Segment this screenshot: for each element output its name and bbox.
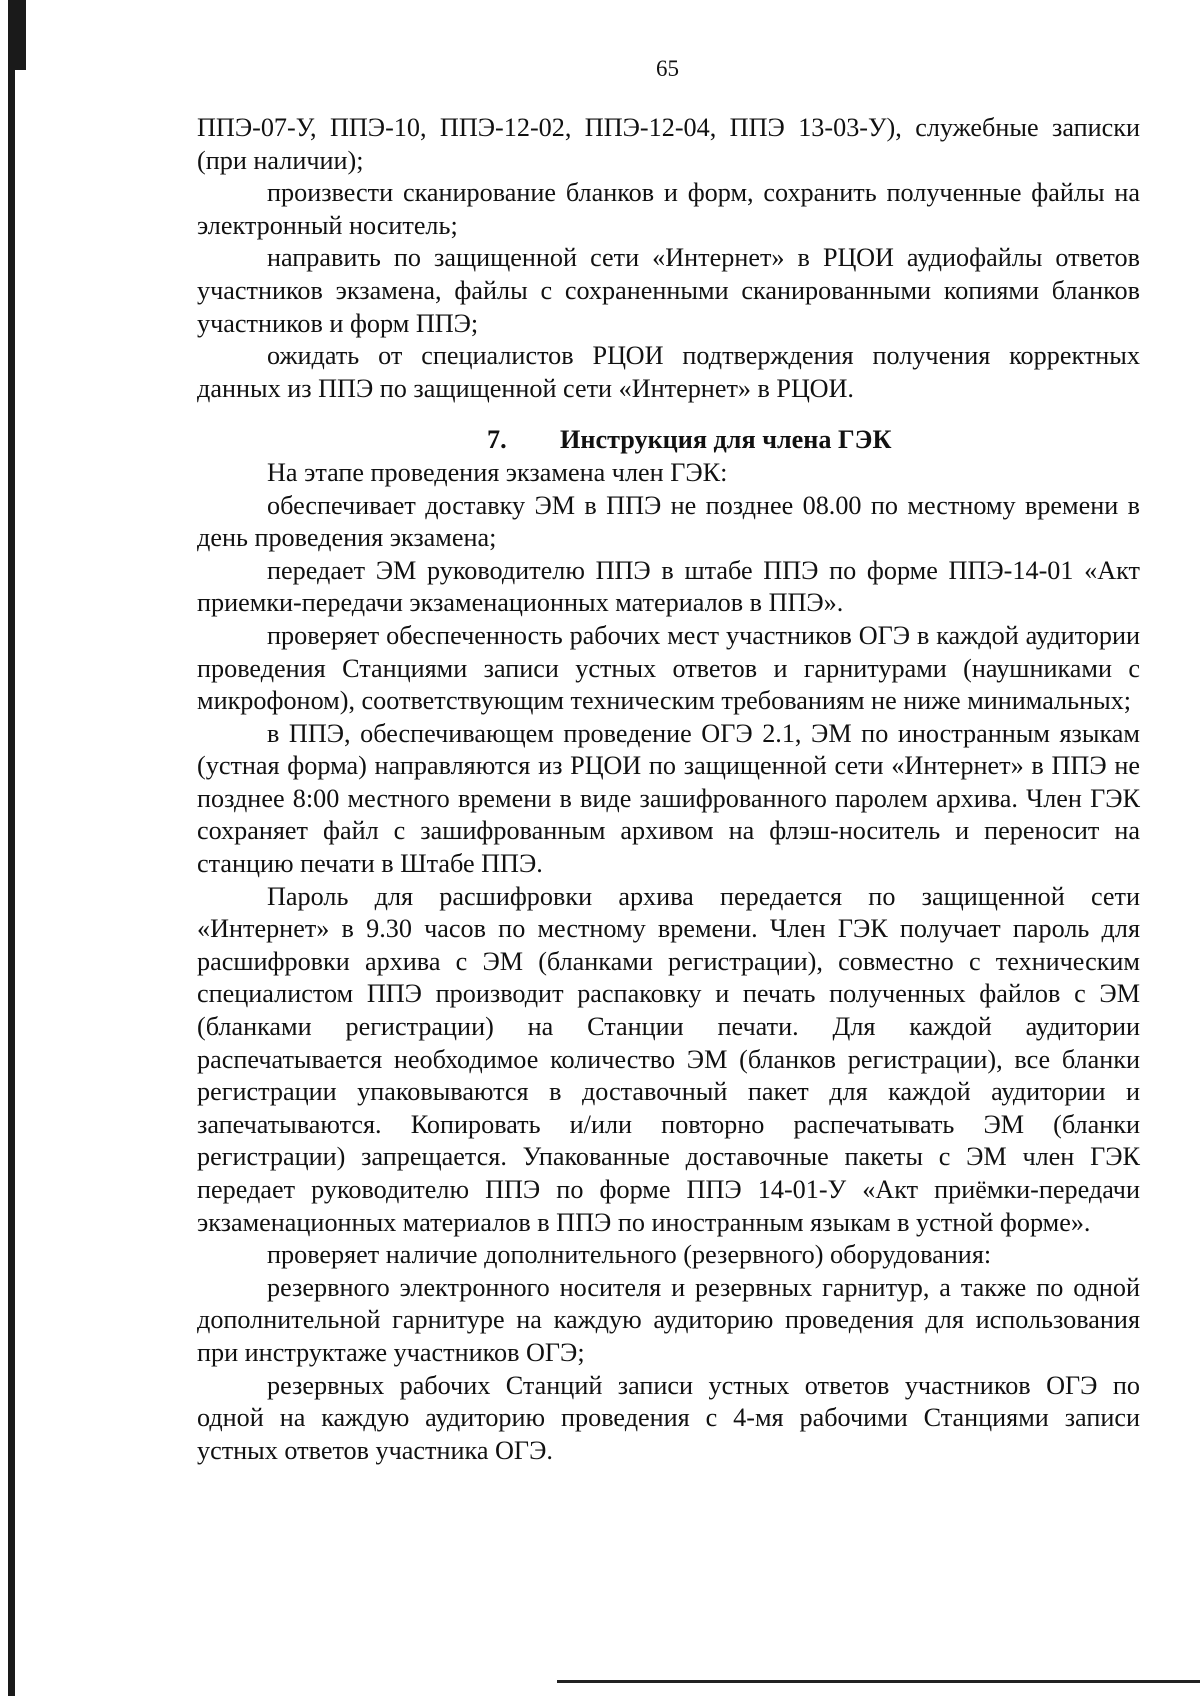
paragraph: резервного электронного носителя и резервных гарнитур, а также по одной дополнительной гарнитуре на каждую аудиторию проведения для использования при инструктаже участников ОГЭ;	[197, 1272, 1140, 1367]
page-number: 65	[656, 56, 679, 81]
paragraph: проверяет обеспеченность рабочих мест участников ОГЭ в каждой аудитории проведения Станциями записи устных ответов и гарнитурами (наушниками с микрофоном), соответствующим техническим требованиям не ниже минимальных;	[197, 620, 1140, 716]
paragraph: резервных рабочих Станций записи устных ответов участников ОГЭ по одной на каждую аудиторию проведения с 4-мя рабочими Станциями записи устных ответов участника ОГЭ.	[197, 1370, 1140, 1465]
section-heading	[197, 424, 1140, 457]
paragraph: передает ЭМ руководителю ППЭ в штабе ППЭ по форме ППЭ-14-01 «Акт приемки-передачи экзаменационных материалов в ППЭ».	[197, 555, 1140, 618]
paragraph: произвести сканирование бланков и форм, сохранить полученные файлы на электронный носитель;	[197, 178, 1140, 240]
paragraph: проверяет наличие дополнительного (резервного) оборудования:	[267, 1240, 992, 1270]
section-title: Инструкция для члена ГЭК	[560, 425, 892, 455]
paragraph: ППЭ-07-У, ППЭ-10, ППЭ-12-02, ППЭ-12-04, ППЭ 13-03-У), служебные записки (при наличии);	[197, 113, 1140, 175]
paragraph: направить по защищенной сети «Интернет» в РЦОИ аудиофайлы ответов участников экзамена, файлы с сохраненными сканированными копиями бланков участников и форм ППЭ;	[197, 243, 1140, 338]
paragraph: На этапе проведения экзамена член ГЭК:	[267, 457, 728, 487]
paragraph: Пароль для расшифровки архива передается по защищенной сети «Интернет» в 9.30 часов по местному времени. Член ГЭК получает пароль для расшифровки архива с ЭМ (бланками регистрации), совместно с техническим специалистом ППЭ производит распаковку и печать полученных файлов с ЭМ (бланками регистрации) на Станции печати. Для каждой аудитории распечатывается необходимое количество ЭМ (бланков регистрации), все бланки регистрации упаковываются в доставочный пакет для каждой аудитории и запечатываются. Копировать и/или повторно распечатывать ЭМ (бланки регистрации) запрещается. Упакованные доставочные пакеты с ЭМ член ГЭК передает руководителю ППЭ по форме ППЭ 14-01-У «Акт приёмки-передачи экзаменационных материалов в ППЭ по иностранным языкам в устной форме».	[197, 881, 1140, 1237]
bottom-rule	[557, 1680, 1200, 1683]
document-body	[197, 112, 1140, 1467]
scan-edge-bar	[8, 0, 15, 1696]
paragraph: обеспечивает доставку ЭМ в ППЭ не позднее 08.00 по местному времени в день проведения экзамена;	[197, 490, 1140, 553]
paragraph: ожидать от специалистов РЦОИ подтверждения получения корректных данных из ППЭ по защищенной сети «Интернет» в РЦОИ.	[197, 341, 1140, 403]
paragraph: в ППЭ, обеспечивающем проведение ОГЭ 2.1, ЭМ по иностранным языкам (устная форма) направляются из РЦОИ по защищенной сети «Интернет» в ППЭ не позднее 8:00 местного времени в виде зашифрованного паролем архива. Член ГЭК сохраняет файл с зашифрованным архивом на флэш-носитель и переносит на станцию печати в Штабе ППЭ.	[197, 718, 1140, 879]
section-number: 7.	[487, 425, 507, 455]
